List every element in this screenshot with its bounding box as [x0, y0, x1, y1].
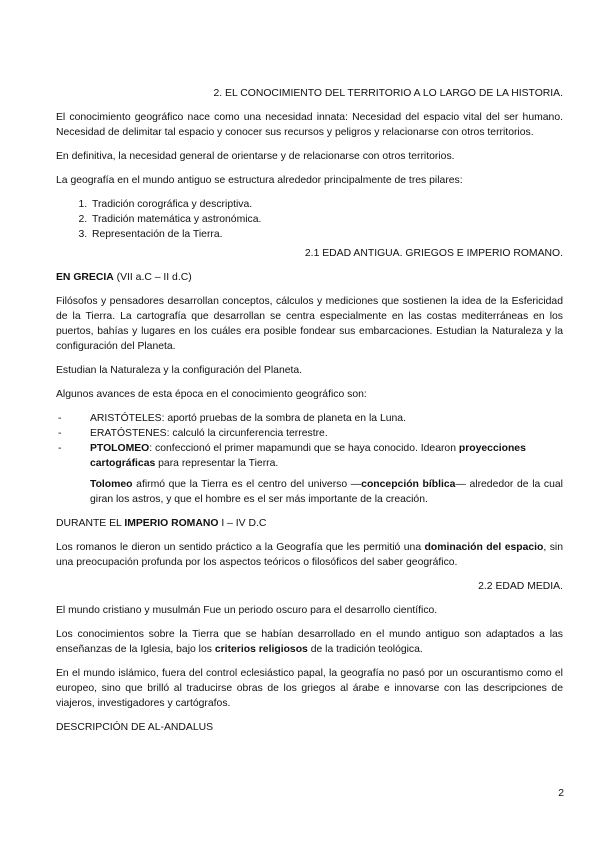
ptolomeo-name: PTOLOMEO: [90, 443, 150, 454]
list-item-ptolomeo: [56, 441, 563, 471]
list-item-eratostenes: [56, 426, 563, 441]
paragraph-mundo-cristiano: El mundo cristiano y musulmán Fue un periodo oscuro para el desarrollo científico.: [56, 605, 438, 616]
pillars-list: [56, 197, 563, 242]
roman-bold: IMPERIO ROMANO: [124, 518, 219, 529]
paragraph-romanos: [56, 540, 563, 570]
dash-bullet: -: [58, 428, 62, 439]
grecia-dates: (VII a.C – II d.C): [113, 272, 192, 283]
paragraph-filosofos: Filósofos y pensadores desarrollan conceptos, cálculos y mediciones que sostienen la idea de la Esfericidad de la Tierra. La cartografía que desarrollan se centra especialmente en las costas mediterráneas en los puertos, bahías y lugares en los cuáles era posible fondear sus embarcaciones. Estudian la Naturaleza y la configuración del Planeta.: [56, 296, 563, 352]
paragraph-conocimientos: [56, 627, 563, 657]
list-item-aristoteles: [56, 411, 563, 426]
romanos-bold: dominación del espacio: [424, 542, 544, 553]
roman-post: I – IV D.C: [218, 518, 267, 529]
subsection-title-antigua: 2.1 EDAD ANTIGUA. GRIEGOS E IMPERIO ROMANO.: [304, 248, 563, 259]
list-item: 2. Tradición matemática y astronómica.: [90, 212, 563, 227]
list-item: 1. Tradición corográfica y descriptiva.: [90, 197, 563, 212]
grecia-heading: EN GRECIA: [56, 272, 114, 283]
ptolomeo-end: para representar la Tierra.: [155, 458, 279, 469]
page-number: 2: [558, 788, 564, 799]
dash-bullet: -: [58, 443, 62, 454]
roman-pre: DURANTE EL: [56, 518, 125, 529]
paragraph-al-andalus: DESCRIPCIÓN DE AL-ANDALUS: [56, 722, 214, 733]
list-item: 3. Representación de la Tierra.: [90, 227, 563, 242]
paragraph-naturaleza: Estudian la Naturaleza y la configuración del Planeta.: [56, 365, 303, 376]
subsection-title-media: 2.2 EDAD MEDIA.: [478, 581, 563, 592]
romanos-text-1: Los romanos le dieron un sentido práctico a la Geografía que les permitió una: [56, 542, 425, 553]
conocimientos-text-2: de la tradición teológica.: [307, 644, 423, 655]
paragraph-pillars-intro: La geografía en el mundo antiguo se estructura alrededor principalmente de tres pilares:: [56, 175, 463, 186]
tolomeo-bold: concepción bíblica: [361, 479, 456, 490]
tolomeo-text-1: afirmó que la Tierra es el centro del universo —: [132, 479, 362, 490]
section-title: 2. EL CONOCIMIENTO DEL TERRITORIO A LO LARGO DE LA HISTORIA.: [213, 88, 563, 99]
ptolomeo-bold: proyecciones cartográficas: [90, 443, 526, 469]
list-item-text: ARISTÓTELES: aportó pruebas de la sombra de planeta en la Luna.: [90, 413, 406, 424]
tolomeo-text-2: — alrededor de la cual giran los astros, y que el hombre es el ser más importante de la creación.: [90, 479, 563, 505]
grecia-heading-line: [56, 270, 563, 285]
conocimientos-bold: criterios religiosos: [214, 644, 308, 655]
paragraph-definitiva: En definitiva, la necesidad general de orientarse y de relacionarse con otros territorios.: [56, 151, 455, 162]
paragraph-mundo-islamico: En el mundo islámico, fuera del control eclesiástico papal, la geografía no pasó por un oscurantismo como el europeo, sino que brilló al traducirse obras de los griegos al árabe e innovarse con las descripciones de viajeros, investigadores y cartógrafos.: [56, 668, 563, 709]
document-page: [56, 86, 563, 744]
ptolomeo-text: : confeccionó el primer mapamundi que se haya conocido. Idearon: [149, 443, 459, 454]
list-item-text: ERATÓSTENES: calculó la circunferencia terrestre.: [90, 428, 328, 439]
paragraph-tolomeo: [56, 477, 563, 507]
paragraph-avances-intro: Algunos avances de esta época en el conocimiento geográfico son:: [56, 389, 367, 400]
paragraph-intro: El conocimiento geográfico nace como una necesidad innata: Necesidad del espacio vital del ser humano. Necesidad de delimitar tal espacio y conocer sus recursos y peligros y relacionarse con otros territorios.: [56, 112, 563, 138]
dash-bullet: -: [58, 413, 62, 424]
romanos-text-2: , sin una preocupación profunda por los aspectos teóricos o filosóficos del saber geográfico.: [56, 542, 564, 568]
conocimientos-text-1: Los conocimientos sobre la Tierra que se habían desarrollado en el mundo antiguo son adaptados a las enseñanzas de la Iglesia, bajo los: [56, 629, 563, 655]
roman-heading-line: [56, 516, 563, 531]
tolomeo-name: Tolomeo: [90, 479, 133, 490]
advances-list: [56, 411, 563, 471]
